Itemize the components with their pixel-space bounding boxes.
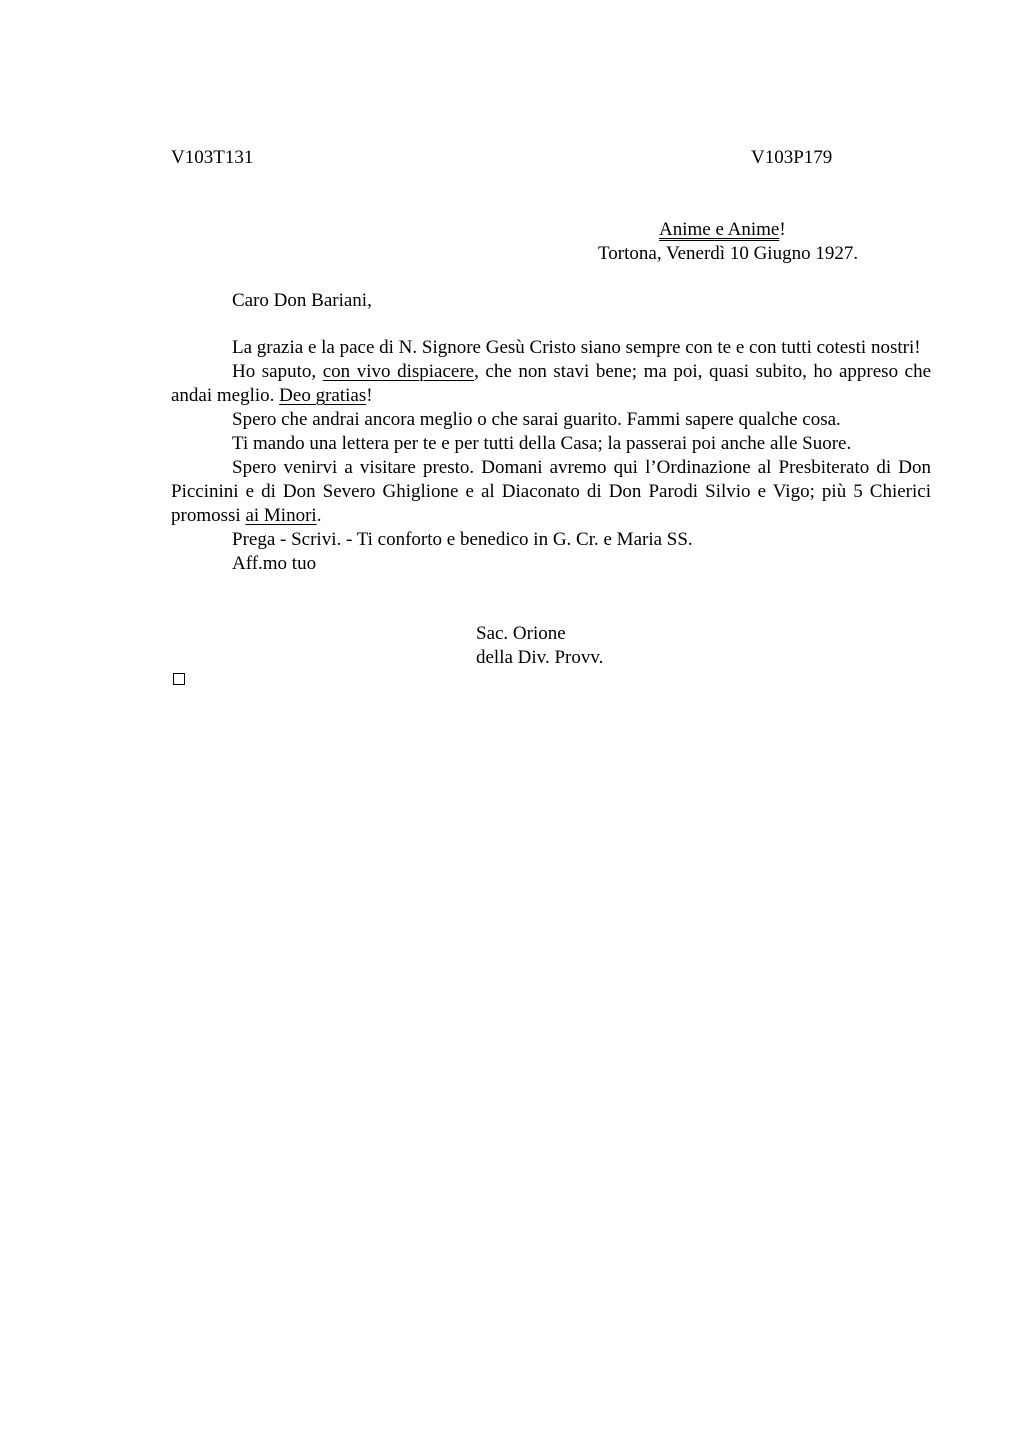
motto — [659, 219, 786, 241]
paragraph-health-news — [171, 360, 931, 408]
p2-text-b: , che non stavi bene; ma poi, quasi subito, ho appreso che andai meglio. — [171, 361, 931, 406]
motto-suffix: ! — [779, 219, 786, 240]
p2-underlined-2: Deo gratias — [279, 385, 367, 406]
p5-text-b: . — [316, 505, 322, 526]
p5-text-a: Spero venirvi a visitare presto. Domani avremo qui l’Ordinazione al Presbiterato di Don Piccinini e di Don Severo Ghiglione e al Diaconato di Don Parodi Silvio e Vigo; più 5 Chierici promossi — [171, 457, 931, 526]
motto-underlined: Anime e Anime — [659, 219, 780, 240]
paragraph-closing: Aff.mo tuo — [232, 553, 317, 574]
paragraph-ordination — [171, 456, 931, 528]
signature-name: Sac. Orione — [476, 623, 566, 644]
salutation: Caro Don Bariani, — [232, 290, 372, 311]
p2-text-a: Ho saputo, — [232, 361, 323, 382]
p2-underlined-1: con vivo dispiacere — [322, 361, 475, 382]
p5-underlined: ai Minori — [245, 505, 317, 526]
paragraph-blessing: Prega - Scrivi. - Ti conforto e benedico in G. Cr. e Maria SS. — [232, 529, 693, 550]
paragraph-letter: Ti mando una lettera per te e per tutti della Casa; la passerai poi anche alle Suore. — [232, 433, 852, 454]
paragraph-hope: Spero che andrai ancora meglio o che sarai guarito. Fammi sapere qualche cosa. — [232, 409, 841, 430]
dateline: Tortona, Venerdì 10 Giugno 1927. — [598, 243, 859, 264]
paragraph-greeting: La grazia e la pace di N. Signore Gesù Cristo siano sempre con te e con tutti cotesti nostri! — [232, 337, 921, 358]
document-code-right: V103P179 — [751, 147, 833, 168]
signature-title: della Div. Provv. — [476, 647, 604, 668]
end-square-icon — [173, 673, 185, 685]
document-code-left: V103T131 — [171, 147, 254, 168]
letter-body — [171, 336, 931, 576]
p2-text-c: ! — [366, 385, 373, 406]
